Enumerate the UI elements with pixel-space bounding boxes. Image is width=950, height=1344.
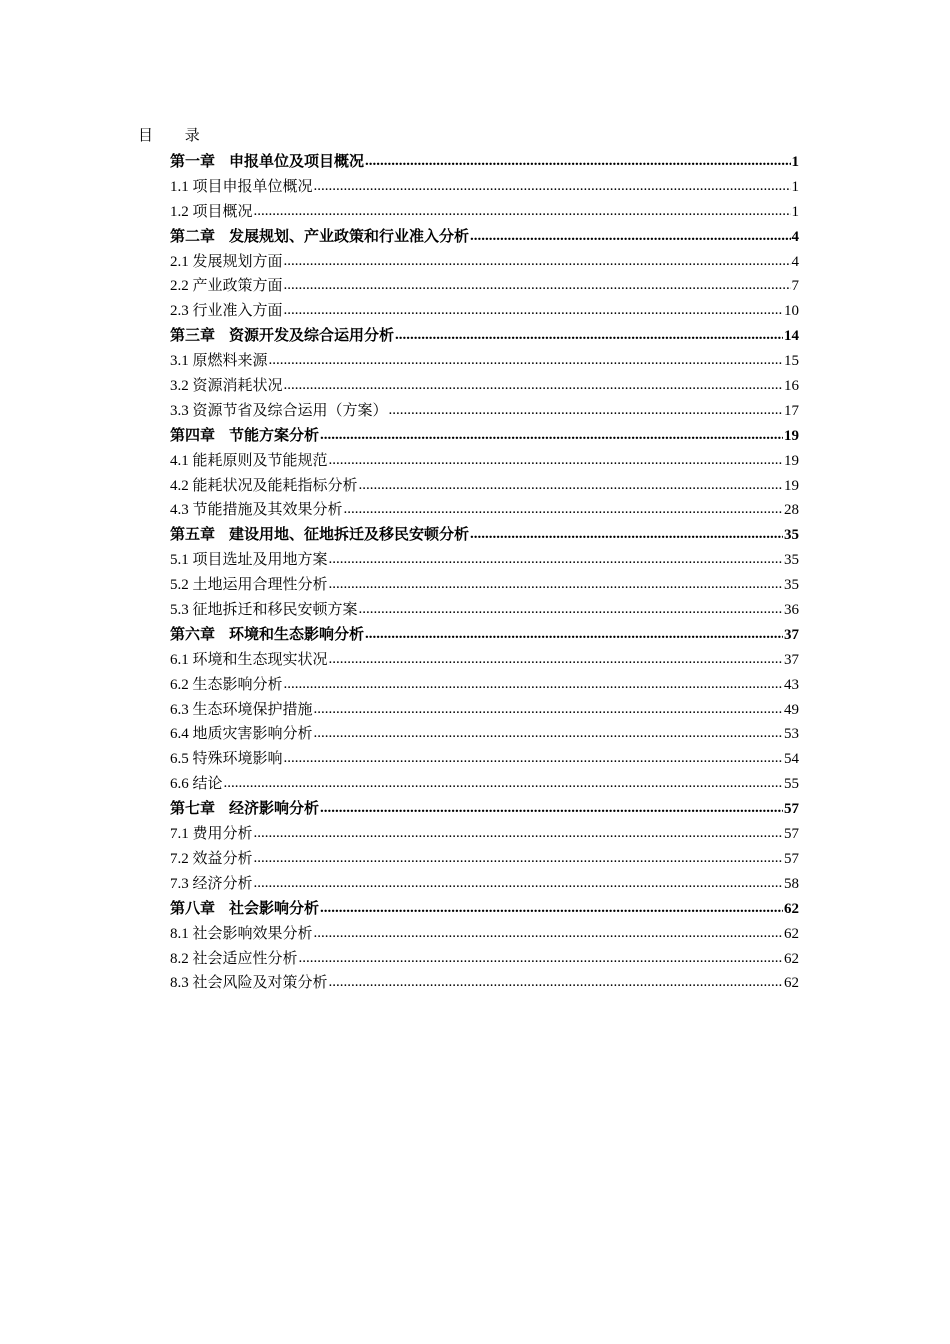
toc-page-number: 10 (784, 303, 799, 320)
toc-entry-text: 3.2 资源消耗状况 (170, 378, 283, 395)
toc-section-entry[interactable] (170, 747, 799, 772)
toc-entry-text: 经济影响分析 (229, 801, 320, 818)
toc-page-number: 15 (784, 353, 799, 370)
toc-page-number: 1 (791, 154, 799, 170)
toc-entry-label (170, 772, 223, 797)
toc-chapter-entry[interactable] (170, 897, 799, 922)
toc-dot-leader (254, 821, 783, 846)
toc-page-number: 37 (784, 651, 799, 668)
toc-entry-text: 8.1 社会影响效果分析 (170, 925, 313, 942)
toc-entry-label (170, 847, 253, 872)
toc-page-number: 53 (784, 726, 799, 743)
toc-section-entry[interactable] (170, 299, 799, 324)
toc-dot-leader (320, 796, 783, 821)
toc-page-number: 16 (784, 378, 799, 395)
toc-page-number: 55 (784, 776, 799, 793)
toc-section-entry[interactable] (170, 399, 799, 424)
toc-entry-label (170, 822, 253, 847)
toc-chapter-entry[interactable] (170, 225, 799, 250)
toc-chapter-number: 第二章 (170, 228, 216, 245)
toc-entry-label (170, 374, 283, 399)
toc-entry-label (170, 698, 313, 723)
toc-dot-leader (365, 149, 790, 174)
toc-entry-text: 环境和生态影响分析 (229, 626, 365, 643)
toc-chapter-number: 第七章 (170, 801, 216, 818)
toc-dot-leader (254, 199, 791, 224)
toc-entry-label (170, 274, 283, 299)
toc-page-number: 19 (784, 452, 799, 469)
toc-page-number: 19 (784, 477, 799, 494)
toc-page-number: 28 (784, 502, 799, 519)
toc-page-number: 57 (784, 850, 799, 867)
toc-entry-label (170, 324, 394, 349)
toc-page-number: 7 (791, 278, 799, 295)
toc-page-number: 1 (791, 178, 799, 195)
toc-dot-leader (314, 921, 783, 946)
toc-entry-label (170, 797, 319, 822)
toc-entry-text: 7.1 费用分析 (170, 826, 253, 843)
toc-entry-text: 节能方案分析 (229, 427, 320, 444)
toc-entry-label (170, 673, 283, 698)
toc-entry-text: 8.2 社会适应性分析 (170, 950, 298, 967)
toc-dot-leader (470, 522, 783, 547)
toc-chapter-number: 第六章 (170, 626, 216, 643)
toc-entry-label (170, 598, 358, 623)
toc-dot-leader (284, 249, 791, 274)
toc-section-entry[interactable] (170, 698, 799, 723)
toc-entry-text: 3.1 原燃料来源 (170, 353, 268, 370)
toc-entry-text: 6.6 结论 (170, 776, 223, 793)
toc-page-number: 49 (784, 701, 799, 718)
toc-entry-label (170, 250, 283, 275)
toc-page-number: 62 (784, 950, 799, 967)
toc-entry-label (170, 722, 313, 747)
toc-page-number: 1 (791, 203, 799, 220)
toc-section-entry[interactable] (170, 822, 799, 847)
toc-chapter-number: 第三章 (170, 328, 216, 345)
toc-entry-text: 2.3 行业准入方面 (170, 303, 283, 320)
toc-entry-text: 1.2 项目概况 (170, 203, 253, 220)
toc-entry-text: 社会影响分析 (229, 900, 320, 917)
toc-section-entry[interactable] (170, 971, 799, 996)
toc-entry-label (170, 200, 253, 225)
toc-dot-leader (284, 672, 783, 697)
toc-section-entry[interactable] (170, 474, 799, 499)
toc-page-number: 17 (784, 402, 799, 419)
toc-dot-leader (269, 348, 783, 373)
toc-section-entry[interactable] (170, 922, 799, 947)
toc-dot-leader (314, 174, 791, 199)
toc-entry-label (170, 548, 328, 573)
toc-page-number: 57 (784, 801, 799, 818)
toc-entry-text: 建设用地、征地拆迁及移民安顿分析 (229, 527, 470, 544)
toc-entry-text: 2.2 产业政策方面 (170, 278, 283, 295)
toc-page-number: 43 (784, 676, 799, 693)
toc-dot-leader (329, 547, 783, 572)
toc-entry-label (170, 573, 328, 598)
toc-dot-leader (284, 373, 783, 398)
toc-entry-text: 7.2 效益分析 (170, 850, 253, 867)
toc-dot-leader (470, 224, 790, 249)
toc-section-entry[interactable] (170, 548, 799, 573)
toc-entry-label (170, 523, 469, 548)
toc-section-entry[interactable] (170, 274, 799, 299)
toc-dot-leader (284, 273, 791, 298)
toc-dot-leader (284, 298, 783, 323)
toc-entry-text: 1.1 项目申报单位概况 (170, 178, 313, 195)
toc-dot-leader (365, 622, 783, 647)
toc-entry-label (170, 225, 469, 250)
toc-entry-label (170, 175, 313, 200)
toc-dot-leader (320, 423, 783, 448)
toc-entry-text: 6.1 环境和生态现实状况 (170, 651, 328, 668)
toc-dot-leader (329, 647, 783, 672)
toc-page-number: 62 (784, 975, 799, 992)
toc-section-entry[interactable] (170, 673, 799, 698)
toc-page-number: 19 (784, 427, 799, 444)
toc-dot-leader (254, 846, 783, 871)
toc-entry-label (170, 449, 328, 474)
toc-entry-label (170, 947, 298, 972)
toc-section-entry[interactable] (170, 722, 799, 747)
toc-entry-text: 6.3 生态环境保护措施 (170, 701, 313, 718)
toc-page-number: 62 (784, 900, 799, 917)
toc-section-entry[interactable] (170, 200, 799, 225)
toc-chapter-entry[interactable] (170, 523, 799, 548)
toc-chapter-number: 第五章 (170, 527, 216, 544)
toc-entry-label (170, 399, 388, 424)
toc-entry-label (170, 474, 358, 499)
toc-section-entry[interactable] (170, 449, 799, 474)
toc-entry-label (170, 872, 253, 897)
toc-page-number: 35 (784, 527, 799, 544)
toc-entry-text: 4.3 节能措施及其效果分析 (170, 502, 343, 519)
toc-dot-leader (329, 970, 783, 995)
toc-entry-text: 8.3 社会风险及对策分析 (170, 975, 328, 992)
toc-entry-text: 5.3 征地拆迁和移民安顿方案 (170, 602, 358, 619)
toc-section-entry[interactable] (170, 250, 799, 275)
toc-section-entry[interactable] (170, 175, 799, 200)
toc-chapter-entry[interactable] (170, 797, 799, 822)
toc-entry-text: 申报单位及项目概况 (229, 154, 365, 170)
toc-page-number: 4 (791, 253, 799, 270)
toc-dot-leader (329, 572, 783, 597)
toc-entry-text: 6.4 地质灾害影响分析 (170, 726, 313, 743)
toc-entry-text: 资源开发及综合运用分析 (229, 328, 395, 345)
toc-chapter-entry[interactable] (170, 623, 799, 648)
toc-entry-text: 7.3 经济分析 (170, 875, 253, 892)
toc-entry-label (170, 299, 283, 324)
toc-dot-leader (299, 946, 783, 971)
toc-page-number: 58 (784, 875, 799, 892)
toc-entry-label (170, 498, 343, 523)
toc-dot-leader (395, 323, 783, 348)
toc-dot-leader (389, 398, 783, 423)
toc-section-entry[interactable] (170, 374, 799, 399)
toc-section-entry[interactable] (170, 648, 799, 673)
toc-dot-leader (314, 697, 783, 722)
toc-entry-label (170, 922, 313, 947)
toc-section-entry[interactable] (170, 947, 799, 972)
toc-page-number: 37 (784, 626, 799, 643)
toc-entry-text: 4.2 能耗状况及能耗指标分析 (170, 477, 358, 494)
toc-entry-label (170, 897, 319, 922)
toc-dot-leader (314, 721, 783, 746)
toc-page-number: 35 (784, 552, 799, 569)
toc-dot-leader (284, 746, 783, 771)
table-of-contents (170, 150, 799, 996)
toc-dot-leader (344, 497, 783, 522)
toc-section-entry[interactable] (170, 872, 799, 897)
toc-entry-label (170, 150, 364, 175)
toc-section-entry[interactable] (170, 349, 799, 374)
toc-chapter-number: 第四章 (170, 427, 216, 444)
toc-page-number: 14 (784, 328, 799, 345)
toc-entry-text: 3.3 资源节省及综合运用（方案） (170, 402, 388, 419)
toc-entry-text: 6.5 特殊环境影响 (170, 751, 283, 768)
toc-page-number: 36 (784, 602, 799, 619)
toc-page-number: 35 (784, 577, 799, 594)
toc-section-entry[interactable] (170, 847, 799, 872)
toc-entry-label (170, 747, 283, 772)
toc-page-number: 62 (784, 925, 799, 942)
toc-dot-leader (359, 597, 783, 622)
toc-chapter-number: 第八章 (170, 900, 216, 917)
toc-chapter-entry[interactable] (170, 150, 799, 175)
toc-entry-text: 4.1 能耗原则及节能规范 (170, 452, 328, 469)
toc-entry-label (170, 349, 268, 374)
toc-entry-label (170, 971, 328, 996)
toc-page-number: 54 (784, 751, 799, 768)
toc-section-entry[interactable] (170, 498, 799, 523)
toc-chapter-entry[interactable] (170, 424, 799, 449)
toc-entry-label (170, 648, 328, 673)
toc-chapter-number: 第一章 (170, 154, 216, 170)
toc-entry-text: 5.2 土地运用合理性分析 (170, 577, 328, 594)
toc-dot-leader (254, 871, 783, 896)
toc-page-number: 57 (784, 826, 799, 843)
toc-dot-leader (320, 896, 783, 921)
toc-dot-leader (329, 448, 783, 473)
toc-entry-text: 2.1 发展规划方面 (170, 253, 283, 270)
toc-entry-text: 5.1 项目选址及用地方案 (170, 552, 328, 569)
toc-section-entry[interactable] (170, 598, 799, 623)
toc-dot-leader (359, 473, 783, 498)
toc-page-number: 4 (791, 228, 799, 245)
toc-chapter-entry[interactable] (170, 324, 799, 349)
toc-section-entry[interactable] (170, 573, 799, 598)
toc-dot-leader (224, 771, 783, 796)
toc-entry-text: 发展规划、产业政策和行业准入分析 (229, 228, 470, 245)
toc-section-entry[interactable] (170, 772, 799, 797)
toc-entry-label (170, 424, 319, 449)
toc-entry-text: 6.2 生态影响分析 (170, 676, 283, 693)
toc-entry-label (170, 623, 364, 648)
toc-title: 目 录 (138, 128, 214, 144)
